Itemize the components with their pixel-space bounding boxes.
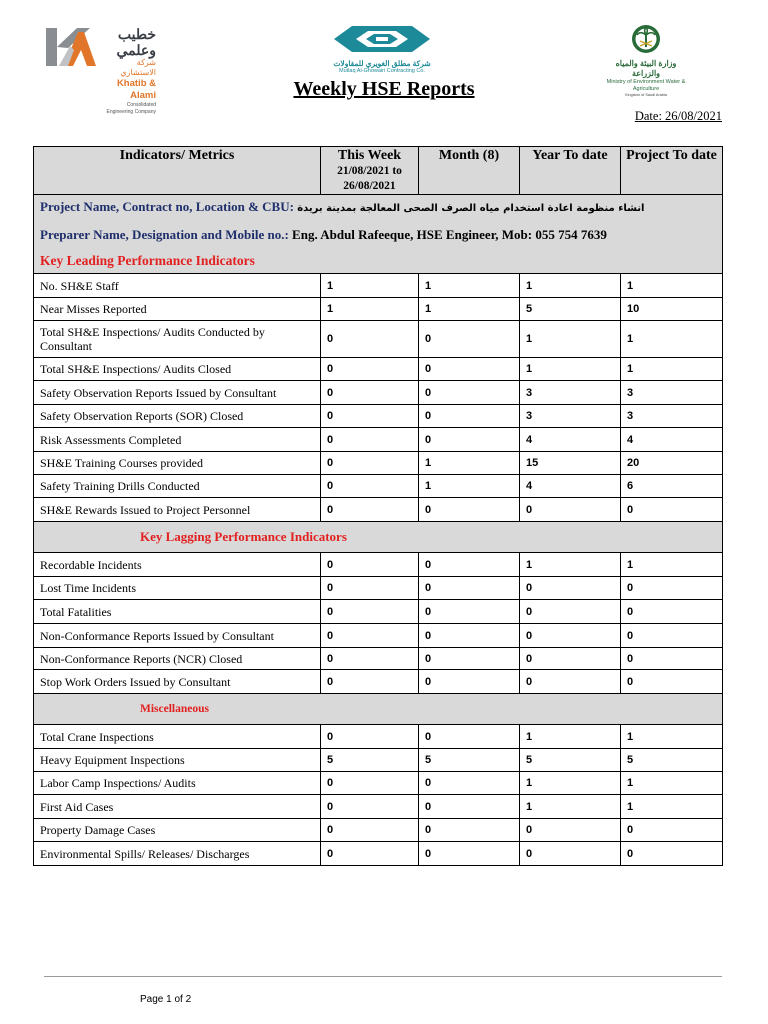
table-row	[34, 553, 723, 577]
table-row	[34, 498, 723, 522]
value-cell-ytd: 0	[520, 498, 621, 522]
value-cell-week: 0	[321, 498, 419, 522]
khatib-alami-mark-icon	[44, 24, 96, 68]
value-cell-ytd: 4	[520, 475, 621, 498]
value-cell-week: 5	[321, 749, 419, 772]
table-row	[34, 772, 723, 795]
metric-name-cell: Heavy Equipment Inspections	[34, 749, 321, 772]
value-cell-month: 1	[419, 274, 520, 298]
metric-name-cell: Lost Time Incidents	[34, 577, 321, 600]
value-cell-month: 0	[419, 624, 520, 648]
ministry-logo	[604, 24, 688, 97]
misc-section-title: Miscellaneous	[34, 694, 723, 725]
value-cell-ptd: 0	[621, 498, 723, 522]
metric-name-cell: Stop Work Orders Issued by Consultant	[34, 670, 321, 694]
table-row	[34, 274, 723, 298]
ka-arabic-sub: شركة الاستشاري	[120, 58, 156, 77]
value-cell-week: 1	[321, 274, 419, 298]
value-cell-month: 0	[419, 498, 520, 522]
value-cell-ytd: 1	[520, 725, 621, 749]
project-info-row	[34, 195, 723, 274]
metric-name-cell: Safety Training Drills Conducted	[34, 475, 321, 498]
report-title: Weekly HSE Reports	[293, 78, 475, 100]
value-cell-week: 0	[321, 795, 419, 819]
contractor-arabic: شركة مطلق الغويري للمقاولات	[333, 59, 431, 68]
value-cell-month: 0	[419, 725, 520, 749]
value-cell-ytd: 1	[520, 321, 621, 358]
value-cell-ptd: 3	[621, 381, 723, 405]
value-cell-week: 0	[321, 600, 419, 624]
value-cell-ytd: 4	[520, 428, 621, 452]
value-cell-week: 0	[321, 553, 419, 577]
metric-name-cell: Environmental Spills/ Releases/ Discharges	[34, 842, 321, 866]
ministry-palm-emblem-icon	[631, 24, 661, 54]
table-row	[34, 842, 723, 866]
project-label: Project Name, Contract no, Location & CBU:	[40, 199, 294, 214]
report-date: Date: 26/08/2021	[634, 109, 722, 123]
value-cell-month: 0	[419, 405, 520, 428]
value-cell-ytd: 0	[520, 577, 621, 600]
table-row	[34, 381, 723, 405]
col-header-this-week	[321, 147, 419, 195]
value-cell-ptd: 1	[621, 358, 723, 381]
value-cell-month: 0	[419, 772, 520, 795]
table-row	[34, 298, 723, 321]
lagging-section-title-row	[34, 522, 723, 553]
table-row	[34, 428, 723, 452]
value-cell-month: 0	[419, 648, 520, 670]
header-row	[34, 147, 723, 195]
value-cell-ytd: 3	[520, 405, 621, 428]
khatib-alami-logo	[44, 24, 156, 115]
value-cell-ptd: 0	[621, 842, 723, 866]
value-cell-ptd: 6	[621, 475, 723, 498]
table-row	[34, 577, 723, 600]
value-cell-ptd: 4	[621, 428, 723, 452]
value-cell-ytd: 3	[520, 381, 621, 405]
value-cell-week: 0	[321, 428, 419, 452]
col-header-ptd: Project To date	[621, 147, 723, 195]
table-row	[34, 405, 723, 428]
value-cell-ytd: 1	[520, 553, 621, 577]
metric-name-cell: No. SH&E Staff	[34, 274, 321, 298]
value-cell-month: 0	[419, 428, 520, 452]
ministry-arabic: وزارة البيئة والمياه والزراعة	[615, 59, 677, 78]
ka-tagline: Consolidated Engineering Company	[106, 102, 156, 115]
contractor-logo	[326, 24, 438, 72]
value-cell-ytd: 5	[520, 749, 621, 772]
table-row	[34, 725, 723, 749]
value-cell-ytd: 0	[520, 842, 621, 866]
contractor-mark-icon	[330, 24, 434, 54]
value-cell-ptd: 0	[621, 600, 723, 624]
col-header-month: Month (8)	[419, 147, 520, 195]
table-row	[34, 452, 723, 475]
value-cell-week: 0	[321, 475, 419, 498]
value-cell-ytd: 0	[520, 819, 621, 842]
table-row	[34, 321, 723, 358]
leading-section-title: Key Leading Performance Indicators	[40, 253, 255, 268]
value-cell-month: 0	[419, 819, 520, 842]
metric-name-cell: Total SH&E Inspections/ Audits Conducted by Consultant	[34, 321, 321, 358]
value-cell-week: 0	[321, 452, 419, 475]
value-cell-ptd: 3	[621, 405, 723, 428]
value-cell-week: 0	[321, 670, 419, 694]
value-cell-ptd: 10	[621, 298, 723, 321]
metric-name-cell: Total Fatalities	[34, 600, 321, 624]
value-cell-ptd: 1	[621, 772, 723, 795]
value-cell-ytd: 1	[520, 358, 621, 381]
metric-name-cell: Risk Assessments Completed	[34, 428, 321, 452]
value-cell-ytd: 0	[520, 670, 621, 694]
metric-name-cell: Non-Conformance Reports Issued by Consultant	[34, 624, 321, 648]
value-cell-week: 0	[321, 381, 419, 405]
value-cell-month: 0	[419, 842, 520, 866]
col-header-metric: Indicators/ Metrics	[34, 147, 321, 195]
value-cell-month: 1	[419, 298, 520, 321]
value-cell-month: 0	[419, 358, 520, 381]
metric-name-cell: Total Crane Inspections	[34, 725, 321, 749]
value-cell-week: 0	[321, 358, 419, 381]
value-cell-month: 0	[419, 321, 520, 358]
ministry-english: Ministry of Environment Water & Agriculture	[606, 79, 686, 92]
metric-name-cell: Near Misses Reported	[34, 298, 321, 321]
value-cell-ptd: 20	[621, 452, 723, 475]
value-cell-week: 1	[321, 298, 419, 321]
table-row	[34, 749, 723, 772]
preparer-label: Preparer Name, Designation and Mobile no.:	[40, 227, 289, 242]
value-cell-ytd: 15	[520, 452, 621, 475]
value-cell-week: 0	[321, 321, 419, 358]
value-cell-ptd: 0	[621, 648, 723, 670]
ka-name: Khatib & Alami	[116, 78, 156, 101]
project-info-cell	[34, 195, 723, 274]
value-cell-ptd: 1	[621, 725, 723, 749]
value-cell-ytd: 0	[520, 648, 621, 670]
value-cell-week: 0	[321, 405, 419, 428]
value-cell-ptd: 1	[621, 795, 723, 819]
metric-name-cell: Non-Conformance Reports (NCR) Closed	[34, 648, 321, 670]
value-cell-ptd: 5	[621, 749, 723, 772]
value-cell-ptd: 1	[621, 321, 723, 358]
metric-name-cell: SH&E Training Courses provided	[34, 452, 321, 475]
value-cell-week: 0	[321, 842, 419, 866]
footer-divider	[44, 976, 722, 977]
ministry-english-sub: Kingdom of Saudi Arabia	[625, 93, 667, 97]
value-cell-ytd: 1	[520, 274, 621, 298]
value-cell-week: 0	[321, 725, 419, 749]
col-header-ytd: Year To date	[520, 147, 621, 195]
value-cell-month: 0	[419, 600, 520, 624]
value-cell-month: 1	[419, 475, 520, 498]
value-cell-week: 0	[321, 577, 419, 600]
project-value: انشاء منظومة اعادة استخدام مياه الصرف الصحى المعالجة بمدينة بريدة	[297, 203, 645, 214]
value-cell-week: 0	[321, 819, 419, 842]
value-cell-month: 0	[419, 381, 520, 405]
hse-report-table	[33, 146, 723, 866]
preparer-value: Eng. Abdul Rafeeque, HSE Engineer, Mob: 055 754 7639	[292, 227, 607, 242]
value-cell-ptd: 1	[621, 274, 723, 298]
contractor-english: Mutlaq Al-Ghowairi Contracting Co.	[339, 68, 425, 74]
table-row	[34, 670, 723, 694]
value-cell-week: 0	[321, 772, 419, 795]
value-cell-month: 0	[419, 577, 520, 600]
value-cell-month: 5	[419, 749, 520, 772]
value-cell-ptd: 1	[621, 553, 723, 577]
col-header-this-week-label: This Week	[337, 148, 402, 163]
table-row	[34, 648, 723, 670]
value-cell-month: 0	[419, 670, 520, 694]
ka-arabic-name: خطيب وعلمي	[116, 26, 156, 58]
value-cell-week: 0	[321, 624, 419, 648]
value-cell-ytd: 1	[520, 772, 621, 795]
value-cell-ytd: 0	[520, 624, 621, 648]
lagging-section-title: Key Lagging Performance Indicators	[34, 522, 723, 553]
metric-name-cell: Total SH&E Inspections/ Audits Closed	[34, 358, 321, 381]
metric-name-cell: Safety Observation Reports (SOR) Closed	[34, 405, 321, 428]
metric-name-cell: Labor Camp Inspections/ Audits	[34, 772, 321, 795]
value-cell-ptd: 0	[621, 577, 723, 600]
page-number: Page 1 of 2	[140, 994, 192, 1005]
value-cell-ptd: 0	[621, 670, 723, 694]
value-cell-ytd: 1	[520, 795, 621, 819]
preparer-line	[34, 227, 722, 243]
value-cell-month: 0	[419, 795, 520, 819]
table-row	[34, 475, 723, 498]
value-cell-ytd: 0	[520, 600, 621, 624]
value-cell-week: 0	[321, 648, 419, 670]
value-cell-ytd: 5	[520, 298, 621, 321]
value-cell-ptd: 0	[621, 624, 723, 648]
metric-name-cell: Recordable Incidents	[34, 553, 321, 577]
project-line	[34, 199, 722, 217]
table-row	[34, 624, 723, 648]
value-cell-month: 0	[419, 553, 520, 577]
value-cell-ptd: 0	[621, 819, 723, 842]
metric-name-cell: Property Damage Cases	[34, 819, 321, 842]
metric-name-cell: Safety Observation Reports Issued by Consultant	[34, 381, 321, 405]
col-header-this-week-range: 21/08/2021 to 26/08/2021	[337, 165, 402, 192]
table-row	[34, 795, 723, 819]
table-row	[34, 600, 723, 624]
metric-name-cell: First Aid Cases	[34, 795, 321, 819]
metric-name-cell: SH&E Rewards Issued to Project Personnel	[34, 498, 321, 522]
value-cell-month: 1	[419, 452, 520, 475]
table-row	[34, 358, 723, 381]
table-row	[34, 819, 723, 842]
misc-section-title-row	[34, 694, 723, 725]
